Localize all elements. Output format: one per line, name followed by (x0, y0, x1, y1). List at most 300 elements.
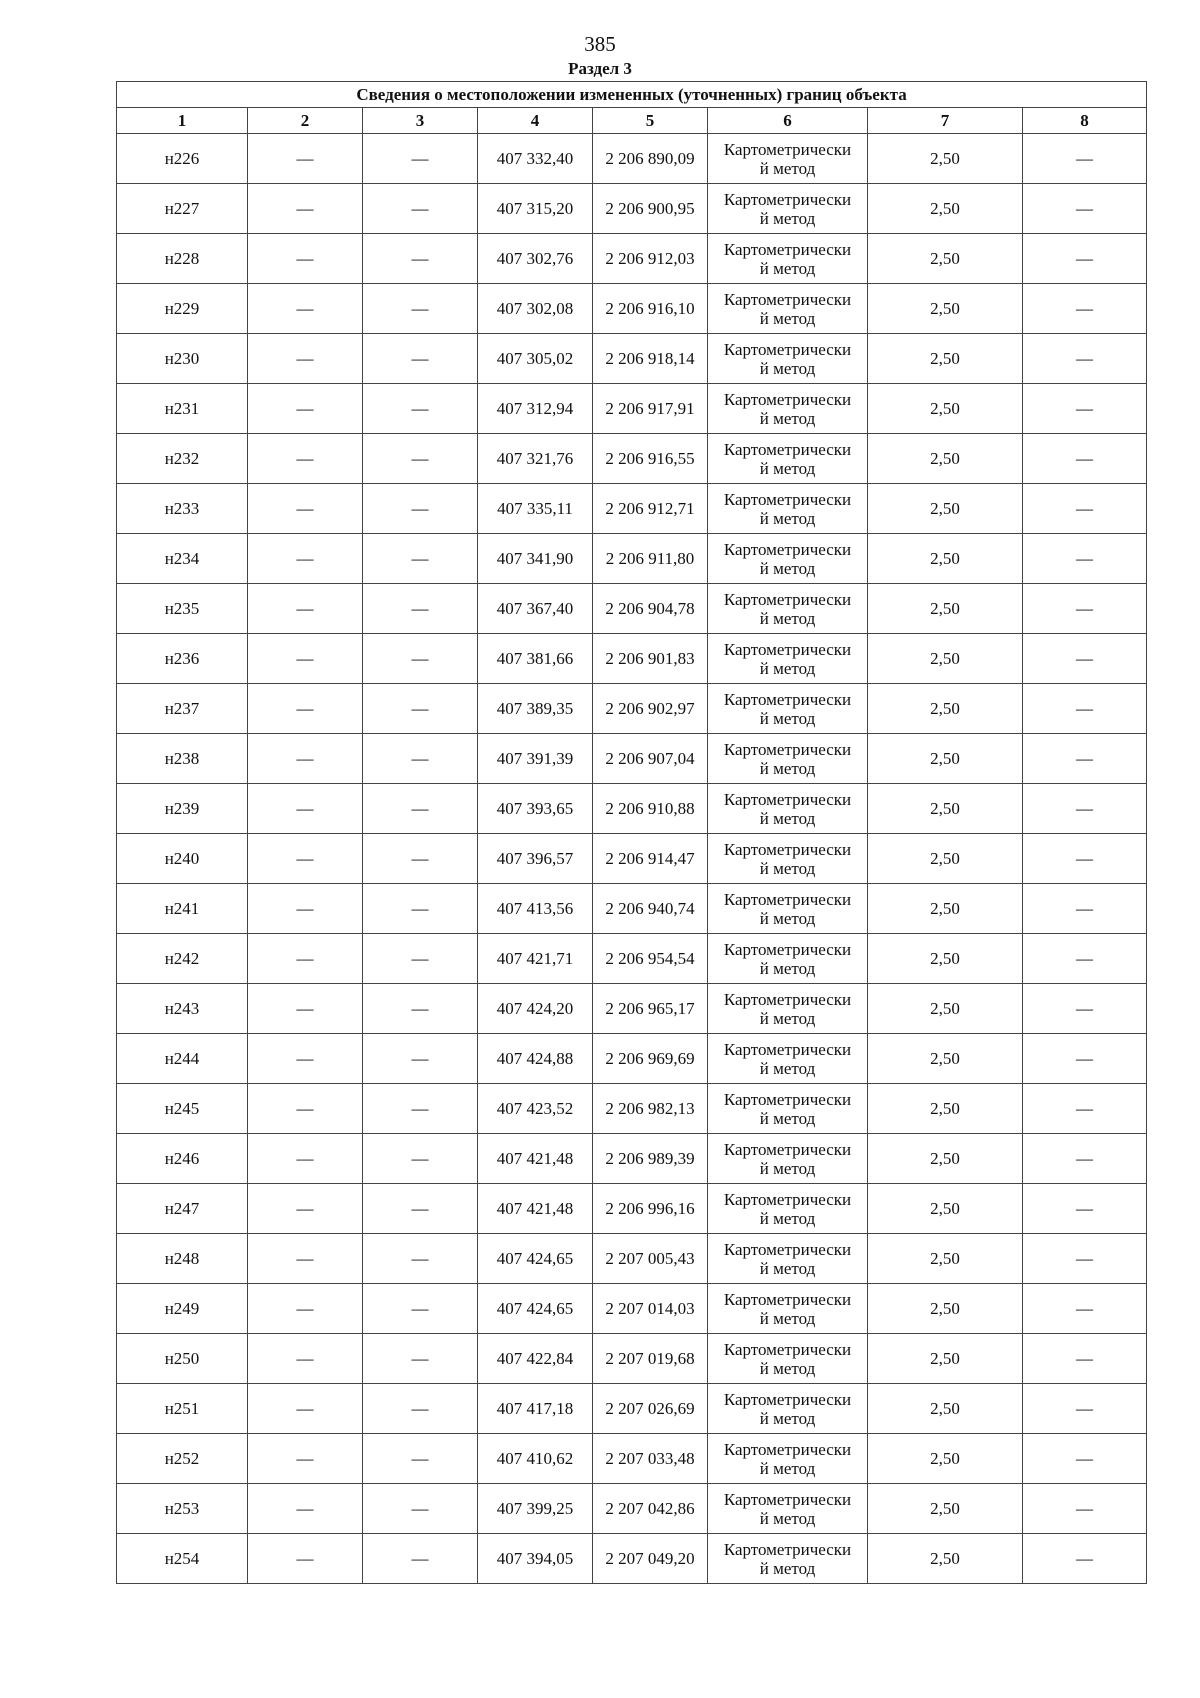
method-cell (708, 1234, 868, 1284)
table-row (117, 834, 1147, 884)
column-8-cell: — (1023, 1234, 1147, 1284)
point-number-cell: н227 (117, 184, 248, 234)
method-line-1: Картометрически (723, 339, 852, 359)
table-row (117, 1034, 1147, 1084)
column-8-cell: — (1023, 1184, 1147, 1234)
method-line-2: й метод (759, 258, 816, 278)
point-number-cell: н245 (117, 1084, 248, 1134)
method-line-1: Картометрически (723, 389, 852, 409)
method-line-1: Картометрически (723, 939, 852, 959)
table-row (117, 884, 1147, 934)
method-line-1: Картометрически (723, 1189, 852, 1209)
point-number-cell: н231 (117, 384, 248, 434)
point-number-cell: н250 (117, 1334, 248, 1384)
method-line-2: й метод (759, 858, 816, 878)
accuracy-cell: 2,50 (868, 984, 1023, 1034)
x-coordinate-cell: 407 421,48 (478, 1134, 593, 1184)
method-cell (708, 434, 868, 484)
column-3-cell: — (363, 184, 478, 234)
method-line-1: Картометрически (723, 739, 852, 759)
column-2-cell: — (248, 734, 363, 784)
y-coordinate-cell: 2 206 907,04 (593, 734, 708, 784)
column-2-cell: — (248, 1384, 363, 1434)
table-row (117, 234, 1147, 284)
y-coordinate-cell: 2 206 954,54 (593, 934, 708, 984)
column-2-cell: — (248, 134, 363, 184)
column-header-8: 8 (1023, 108, 1147, 134)
column-8-cell: — (1023, 1384, 1147, 1434)
method-line-2: й метод (759, 608, 816, 628)
method-line-2: й метод (759, 1458, 816, 1478)
column-2-cell: — (248, 1234, 363, 1284)
method-cell (708, 1084, 868, 1134)
accuracy-cell: 2,50 (868, 1534, 1023, 1584)
method-line-2: й метод (759, 808, 816, 828)
column-8-cell: — (1023, 1484, 1147, 1534)
x-coordinate-cell: 407 391,39 (478, 734, 593, 784)
column-2-cell: — (248, 684, 363, 734)
accuracy-cell: 2,50 (868, 1384, 1023, 1434)
method-line-2: й метод (759, 508, 816, 528)
accuracy-cell: 2,50 (868, 1334, 1023, 1384)
method-line-1: Картометрически (723, 1239, 852, 1259)
column-3-cell: — (363, 1484, 478, 1534)
y-coordinate-cell: 2 207 042,86 (593, 1484, 708, 1534)
column-8-cell: — (1023, 684, 1147, 734)
table-row (117, 434, 1147, 484)
accuracy-cell: 2,50 (868, 334, 1023, 384)
method-cell (708, 184, 868, 234)
point-number-cell: н243 (117, 984, 248, 1034)
x-coordinate-cell: 407 332,40 (478, 134, 593, 184)
method-line-1: Картометрически (723, 589, 852, 609)
method-line-1: Картометрически (723, 1289, 852, 1309)
x-coordinate-cell: 407 413,56 (478, 884, 593, 934)
column-8-cell: — (1023, 534, 1147, 584)
y-coordinate-cell: 2 207 026,69 (593, 1384, 708, 1434)
column-8-cell: — (1023, 1534, 1147, 1584)
column-8-cell: — (1023, 384, 1147, 434)
y-coordinate-cell: 2 207 049,20 (593, 1534, 708, 1584)
method-line-1: Картометрически (723, 239, 852, 259)
method-line-1: Картометрически (723, 1389, 852, 1409)
table-row (117, 984, 1147, 1034)
method-cell (708, 984, 868, 1034)
point-number-cell: н226 (117, 134, 248, 184)
method-line-1: Картометрически (723, 839, 852, 859)
column-8-cell: — (1023, 1134, 1147, 1184)
page-number: 385 (584, 32, 616, 56)
column-8-cell: — (1023, 334, 1147, 384)
point-number-cell: н248 (117, 1234, 248, 1284)
method-line-1: Картометрически (723, 289, 852, 309)
method-line-1: Картометрически (723, 1489, 852, 1509)
column-3-cell: — (363, 1534, 478, 1584)
table-row (117, 534, 1147, 584)
column-3-cell: — (363, 834, 478, 884)
method-cell (708, 834, 868, 884)
x-coordinate-cell: 407 321,76 (478, 434, 593, 484)
method-line-2: й метод (759, 758, 816, 778)
table-body (117, 134, 1147, 1584)
method-cell (708, 1534, 868, 1584)
accuracy-cell: 2,50 (868, 734, 1023, 784)
method-cell (708, 484, 868, 534)
method-line-1: Картометрически (723, 1139, 852, 1159)
accuracy-cell: 2,50 (868, 1484, 1023, 1534)
y-coordinate-cell: 2 206 910,88 (593, 784, 708, 834)
method-cell (708, 534, 868, 584)
method-line-2: й метод (759, 1358, 816, 1378)
column-8-cell: — (1023, 734, 1147, 784)
accuracy-cell: 2,50 (868, 1034, 1023, 1084)
x-coordinate-cell: 407 417,18 (478, 1384, 593, 1434)
column-2-cell: — (248, 334, 363, 384)
method-cell (708, 384, 868, 434)
point-number-cell: н242 (117, 934, 248, 984)
point-number-cell: н252 (117, 1434, 248, 1484)
accuracy-cell: 2,50 (868, 684, 1023, 734)
point-number-cell: н238 (117, 734, 248, 784)
column-8-cell: — (1023, 184, 1147, 234)
method-line-1: Картометрически (723, 539, 852, 559)
y-coordinate-cell: 2 206 912,03 (593, 234, 708, 284)
accuracy-cell: 2,50 (868, 884, 1023, 934)
column-3-cell: — (363, 934, 478, 984)
point-number-cell: н254 (117, 1534, 248, 1584)
method-line-1: Картометрически (723, 689, 852, 709)
x-coordinate-cell: 407 424,88 (478, 1034, 593, 1084)
column-header-5: 5 (593, 108, 708, 134)
method-line-1: Картометрически (723, 639, 852, 659)
method-cell (708, 1284, 868, 1334)
column-2-cell: — (248, 234, 363, 284)
table-row (117, 134, 1147, 184)
method-cell (708, 884, 868, 934)
point-number-cell: н249 (117, 1284, 248, 1334)
method-line-1: Картометрически (723, 189, 852, 209)
column-header-1: 1 (117, 108, 248, 134)
column-8-cell: — (1023, 1334, 1147, 1384)
point-number-cell: н236 (117, 634, 248, 684)
column-3-cell: — (363, 734, 478, 784)
column-3-cell: — (363, 1234, 478, 1284)
method-cell (708, 1484, 868, 1534)
column-2-cell: — (248, 1484, 363, 1534)
point-number-cell: н239 (117, 784, 248, 834)
x-coordinate-cell: 407 302,76 (478, 234, 593, 284)
column-3-cell: — (363, 784, 478, 834)
column-header-2: 2 (248, 108, 363, 134)
table-row (117, 634, 1147, 684)
y-coordinate-cell: 2 206 916,10 (593, 284, 708, 334)
point-number-cell: н240 (117, 834, 248, 884)
table-row (117, 1084, 1147, 1134)
x-coordinate-cell: 407 424,65 (478, 1284, 593, 1334)
column-2-cell: — (248, 1434, 363, 1484)
column-8-cell: — (1023, 134, 1147, 184)
column-8-cell: — (1023, 834, 1147, 884)
method-line-2: й метод (759, 408, 816, 428)
boundary-coordinates-table (116, 81, 1147, 1584)
y-coordinate-cell: 2 207 005,43 (593, 1234, 708, 1284)
y-coordinate-cell: 2 206 917,91 (593, 384, 708, 434)
method-line-2: й метод (759, 1208, 816, 1228)
column-2-cell: — (248, 1184, 363, 1234)
column-8-cell: — (1023, 1084, 1147, 1134)
point-number-cell: н244 (117, 1034, 248, 1084)
y-coordinate-cell: 2 206 989,39 (593, 1134, 708, 1184)
column-2-cell: — (248, 634, 363, 684)
column-header-3: 3 (363, 108, 478, 134)
column-header-4: 4 (478, 108, 593, 134)
column-header-7: 7 (868, 108, 1023, 134)
method-line-2: й метод (759, 1058, 816, 1078)
table-row (117, 1384, 1147, 1434)
x-coordinate-cell: 407 341,90 (478, 534, 593, 584)
column-3-cell: — (363, 534, 478, 584)
column-3-cell: — (363, 134, 478, 184)
column-8-cell: — (1023, 234, 1147, 284)
column-2-cell: — (248, 184, 363, 234)
column-2-cell: — (248, 1284, 363, 1334)
method-cell (708, 934, 868, 984)
accuracy-cell: 2,50 (868, 384, 1023, 434)
accuracy-cell: 2,50 (868, 484, 1023, 534)
method-cell (708, 734, 868, 784)
table-row (117, 1334, 1147, 1384)
table-row (117, 1534, 1147, 1584)
table-row (117, 1434, 1147, 1484)
method-line-2: й метод (759, 1408, 816, 1428)
x-coordinate-cell: 407 424,20 (478, 984, 593, 1034)
column-2-cell: — (248, 434, 363, 484)
point-number-cell: н246 (117, 1134, 248, 1184)
column-8-cell: — (1023, 934, 1147, 984)
method-line-1: Картометрически (723, 1039, 852, 1059)
method-line-1: Картометрически (723, 439, 852, 459)
column-2-cell: — (248, 1034, 363, 1084)
x-coordinate-cell: 407 393,65 (478, 784, 593, 834)
y-coordinate-cell: 2 206 912,71 (593, 484, 708, 534)
method-cell (708, 1384, 868, 1434)
accuracy-cell: 2,50 (868, 1434, 1023, 1484)
column-3-cell: — (363, 584, 478, 634)
column-3-cell: — (363, 334, 478, 384)
y-coordinate-cell: 2 206 940,74 (593, 884, 708, 934)
method-cell (708, 1134, 868, 1184)
method-cell (708, 1334, 868, 1384)
column-2-cell: — (248, 984, 363, 1034)
column-2-cell: — (248, 784, 363, 834)
accuracy-cell: 2,50 (868, 434, 1023, 484)
y-coordinate-cell: 2 206 890,09 (593, 134, 708, 184)
point-number-cell: н228 (117, 234, 248, 284)
table-row (117, 484, 1147, 534)
accuracy-cell: 2,50 (868, 1134, 1023, 1184)
table-row (117, 1134, 1147, 1184)
point-number-cell: н232 (117, 434, 248, 484)
column-2-cell: — (248, 1134, 363, 1184)
table-row (117, 734, 1147, 784)
method-cell (708, 134, 868, 184)
point-number-cell: н247 (117, 1184, 248, 1234)
x-coordinate-cell: 407 410,62 (478, 1434, 593, 1484)
table-row (117, 1284, 1147, 1334)
column-3-cell: — (363, 1084, 478, 1134)
column-3-cell: — (363, 984, 478, 1034)
accuracy-cell: 2,50 (868, 1234, 1023, 1284)
method-cell (708, 584, 868, 634)
method-line-1: Картометрически (723, 889, 852, 909)
accuracy-cell: 2,50 (868, 184, 1023, 234)
x-coordinate-cell: 407 381,66 (478, 634, 593, 684)
x-coordinate-cell: 407 421,48 (478, 1184, 593, 1234)
table-row (117, 1484, 1147, 1534)
column-3-cell: — (363, 234, 478, 284)
table-row (117, 784, 1147, 834)
column-2-cell: — (248, 934, 363, 984)
accuracy-cell: 2,50 (868, 584, 1023, 634)
accuracy-cell: 2,50 (868, 134, 1023, 184)
x-coordinate-cell: 407 305,02 (478, 334, 593, 384)
column-8-cell: — (1023, 484, 1147, 534)
method-cell (708, 684, 868, 734)
method-line-1: Картометрически (723, 789, 852, 809)
x-coordinate-cell: 407 335,11 (478, 484, 593, 534)
column-3-cell: — (363, 1284, 478, 1334)
method-line-1: Картометрически (723, 489, 852, 509)
x-coordinate-cell: 407 424,65 (478, 1234, 593, 1284)
column-2-cell: — (248, 1084, 363, 1134)
column-2-cell: — (248, 1334, 363, 1384)
accuracy-cell: 2,50 (868, 1084, 1023, 1134)
y-coordinate-cell: 2 207 033,48 (593, 1434, 708, 1484)
method-line-2: й метод (759, 208, 816, 228)
column-3-cell: — (363, 1434, 478, 1484)
x-coordinate-cell: 407 389,35 (478, 684, 593, 734)
method-cell (708, 284, 868, 334)
method-line-2: й метод (759, 708, 816, 728)
column-8-cell: — (1023, 884, 1147, 934)
y-coordinate-cell: 2 206 918,14 (593, 334, 708, 384)
point-number-cell: н253 (117, 1484, 248, 1534)
x-coordinate-cell: 407 302,08 (478, 284, 593, 334)
column-8-cell: — (1023, 634, 1147, 684)
column-3-cell: — (363, 1184, 478, 1234)
method-line-2: й метод (759, 1258, 816, 1278)
method-line-1: Картометрически (723, 1339, 852, 1359)
method-line-1: Картометрически (723, 1439, 852, 1459)
column-8-cell: — (1023, 784, 1147, 834)
x-coordinate-cell: 407 396,57 (478, 834, 593, 884)
point-number-cell: н229 (117, 284, 248, 334)
point-number-cell: н237 (117, 684, 248, 734)
x-coordinate-cell: 407 423,52 (478, 1084, 593, 1134)
method-line-2: й метод (759, 158, 816, 178)
x-coordinate-cell: 407 422,84 (478, 1334, 593, 1384)
column-8-cell: — (1023, 434, 1147, 484)
column-3-cell: — (363, 634, 478, 684)
y-coordinate-cell: 2 206 916,55 (593, 434, 708, 484)
method-line-2: й метод (759, 1508, 816, 1528)
point-number-cell: н233 (117, 484, 248, 534)
method-line-1: Картометрически (723, 989, 852, 1009)
table-row (117, 384, 1147, 434)
method-line-1: Картометрически (723, 1089, 852, 1109)
column-3-cell: — (363, 384, 478, 434)
column-3-cell: — (363, 1034, 478, 1084)
y-coordinate-cell: 2 206 969,69 (593, 1034, 708, 1084)
method-line-2: й метод (759, 958, 816, 978)
y-coordinate-cell: 2 207 014,03 (593, 1284, 708, 1334)
accuracy-cell: 2,50 (868, 634, 1023, 684)
column-8-cell: — (1023, 1434, 1147, 1484)
x-coordinate-cell: 407 315,20 (478, 184, 593, 234)
accuracy-cell: 2,50 (868, 1284, 1023, 1334)
method-line-2: й метод (759, 908, 816, 928)
y-coordinate-cell: 2 206 911,80 (593, 534, 708, 584)
point-number-cell: н234 (117, 534, 248, 584)
column-3-cell: — (363, 684, 478, 734)
accuracy-cell: 2,50 (868, 534, 1023, 584)
method-line-2: й метод (759, 358, 816, 378)
method-line-2: й метод (759, 1558, 816, 1578)
y-coordinate-cell: 2 206 965,17 (593, 984, 708, 1034)
column-3-cell: — (363, 434, 478, 484)
column-2-cell: — (248, 884, 363, 934)
table-row (117, 334, 1147, 384)
point-number-cell: н241 (117, 884, 248, 934)
table-row (117, 584, 1147, 634)
method-cell (708, 334, 868, 384)
column-2-cell: — (248, 484, 363, 534)
method-line-2: й метод (759, 1308, 816, 1328)
method-line-2: й метод (759, 558, 816, 578)
column-3-cell: — (363, 1384, 478, 1434)
method-line-2: й метод (759, 1158, 816, 1178)
point-number-cell: н230 (117, 334, 248, 384)
method-line-2: й метод (759, 1008, 816, 1028)
accuracy-cell: 2,50 (868, 284, 1023, 334)
column-2-cell: — (248, 1534, 363, 1584)
column-2-cell: — (248, 834, 363, 884)
column-2-cell: — (248, 534, 363, 584)
y-coordinate-cell: 2 206 901,83 (593, 634, 708, 684)
y-coordinate-cell: 2 207 019,68 (593, 1334, 708, 1384)
method-cell (708, 1034, 868, 1084)
y-coordinate-cell: 2 206 996,16 (593, 1184, 708, 1234)
column-3-cell: — (363, 1134, 478, 1184)
method-cell (708, 634, 868, 684)
x-coordinate-cell: 407 421,71 (478, 934, 593, 984)
column-2-cell: — (248, 384, 363, 434)
column-3-cell: — (363, 884, 478, 934)
accuracy-cell: 2,50 (868, 834, 1023, 884)
column-8-cell: — (1023, 1284, 1147, 1334)
method-line-2: й метод (759, 458, 816, 478)
y-coordinate-cell: 2 206 904,78 (593, 584, 708, 634)
column-3-cell: — (363, 484, 478, 534)
method-cell (708, 234, 868, 284)
table-row (117, 184, 1147, 234)
table-row (117, 684, 1147, 734)
x-coordinate-cell: 407 312,94 (478, 384, 593, 434)
table-row (117, 934, 1147, 984)
column-2-cell: — (248, 584, 363, 634)
accuracy-cell: 2,50 (868, 1184, 1023, 1234)
method-line-2: й метод (759, 658, 816, 678)
